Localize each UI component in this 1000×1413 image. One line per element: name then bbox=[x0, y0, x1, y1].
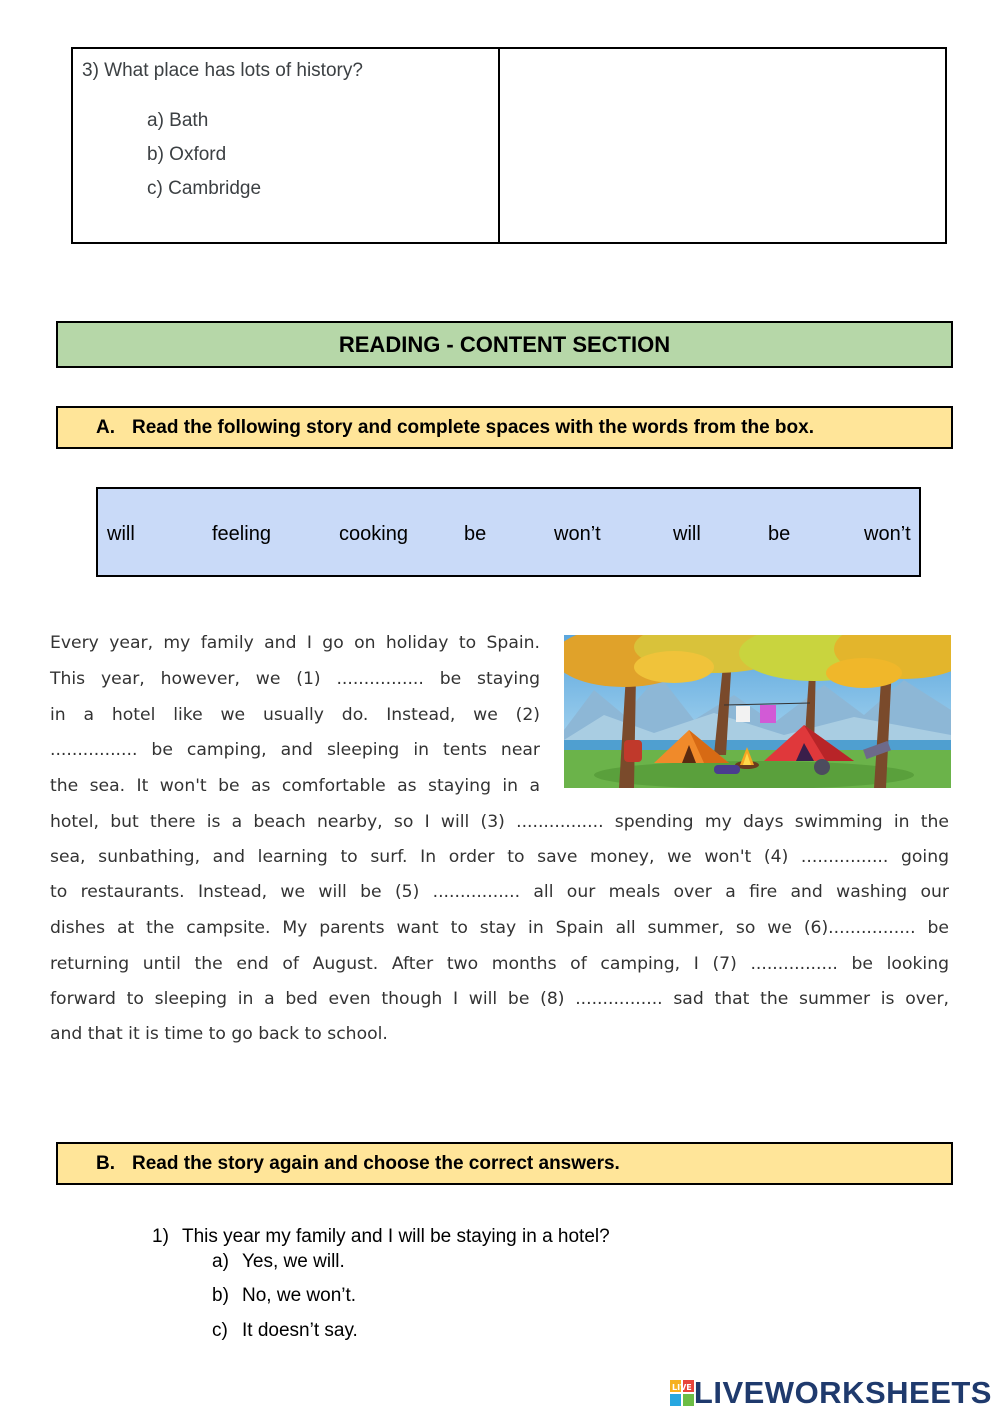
story-line: to restaurants. Instead, we will be (5) ................ all our meals over a fire and washing our bbox=[50, 882, 949, 902]
part-b-instruction: Read the story again and choose the correct answers. bbox=[132, 1152, 620, 1174]
story-line: forward to sleeping in a bed even though I will be (8) ................ sad that the summer is over, bbox=[50, 989, 949, 1009]
word-box-item[interactable]: be bbox=[768, 523, 791, 545]
word-box-item[interactable]: be bbox=[464, 523, 487, 545]
logo-badge-icon bbox=[670, 1380, 694, 1406]
word-box-item[interactable]: won’t bbox=[864, 523, 911, 545]
question-3-option-c[interactable]: c) Cambridge bbox=[147, 178, 262, 199]
answer-cell[interactable] bbox=[500, 49, 945, 242]
part-a-instruction: Read the following story and complete spaces with the words from the box. bbox=[132, 416, 814, 438]
liveworksheets-logo bbox=[670, 1376, 992, 1410]
question-b1-option-a-letter: a) bbox=[212, 1251, 229, 1272]
question-3-text: 3) What place has lots of history? bbox=[82, 60, 363, 81]
story-line: This year, however, we (1) ................ be staying bbox=[50, 669, 540, 689]
question-b1-option-a[interactable]: Yes, we will. bbox=[242, 1251, 345, 1272]
question-cell bbox=[73, 49, 500, 242]
part-a-letter: A. bbox=[96, 416, 115, 438]
question-table bbox=[71, 47, 947, 244]
word-box bbox=[96, 487, 921, 577]
question-b1-option-b-letter: b) bbox=[212, 1285, 229, 1306]
part-b-header bbox=[56, 1142, 953, 1185]
word-box-item[interactable]: will bbox=[673, 523, 701, 545]
section-title: READING - CONTENT SECTION bbox=[56, 321, 953, 368]
question-3-option-b[interactable]: b) Oxford bbox=[147, 144, 227, 165]
question-b1-text: This year my family and I will be staying in a hotel? bbox=[182, 1226, 610, 1247]
word-box-item[interactable]: cooking bbox=[339, 523, 408, 545]
story-line: the sea. It won't be as comfortable as staying in a bbox=[50, 776, 540, 796]
camping-illustration bbox=[564, 635, 951, 788]
logo-text: LIVEWORKSHEETS bbox=[693, 1375, 992, 1410]
story-line: dishes at the campsite. My parents want to stay in Spain all summer, so we (6)................ be bbox=[50, 918, 949, 938]
question-3-option-a[interactable]: a) Bath bbox=[147, 110, 209, 131]
word-box-item[interactable]: won’t bbox=[554, 523, 601, 545]
part-a-header bbox=[56, 406, 953, 449]
part-b-letter: B. bbox=[96, 1152, 115, 1174]
word-box-item[interactable]: will bbox=[107, 523, 135, 545]
logo-badge-letter: LIVE bbox=[671, 1383, 692, 1392]
word-box-item[interactable]: feeling bbox=[212, 523, 271, 545]
story-line: returning until the end of August. After two months of camping, I (7) ................ be looking bbox=[50, 954, 949, 974]
question-b1-number: 1) bbox=[152, 1226, 169, 1247]
question-b1-option-c-letter: c) bbox=[212, 1320, 228, 1341]
story-line: hotel, but there is a beach nearby, so I will (3) ................ spending my days swimming in the bbox=[50, 812, 949, 832]
story-line: and that it is time to go back to school. bbox=[50, 1024, 388, 1044]
story-line: in a hotel like we usually do. Instead, we (2) bbox=[50, 705, 540, 725]
question-b1-option-b[interactable]: No, we won’t. bbox=[242, 1285, 357, 1306]
story-line: ................ be camping, and sleeping in tents near bbox=[50, 740, 540, 760]
question-b1-option-c[interactable]: It doesn’t say. bbox=[242, 1320, 358, 1341]
story-line: Every year, my family and I go on holiday to Spain. bbox=[50, 633, 540, 653]
story-line: sea, sunbathing, and learning to surf. In order to save money, we won't (4) ................ going bbox=[50, 847, 949, 867]
